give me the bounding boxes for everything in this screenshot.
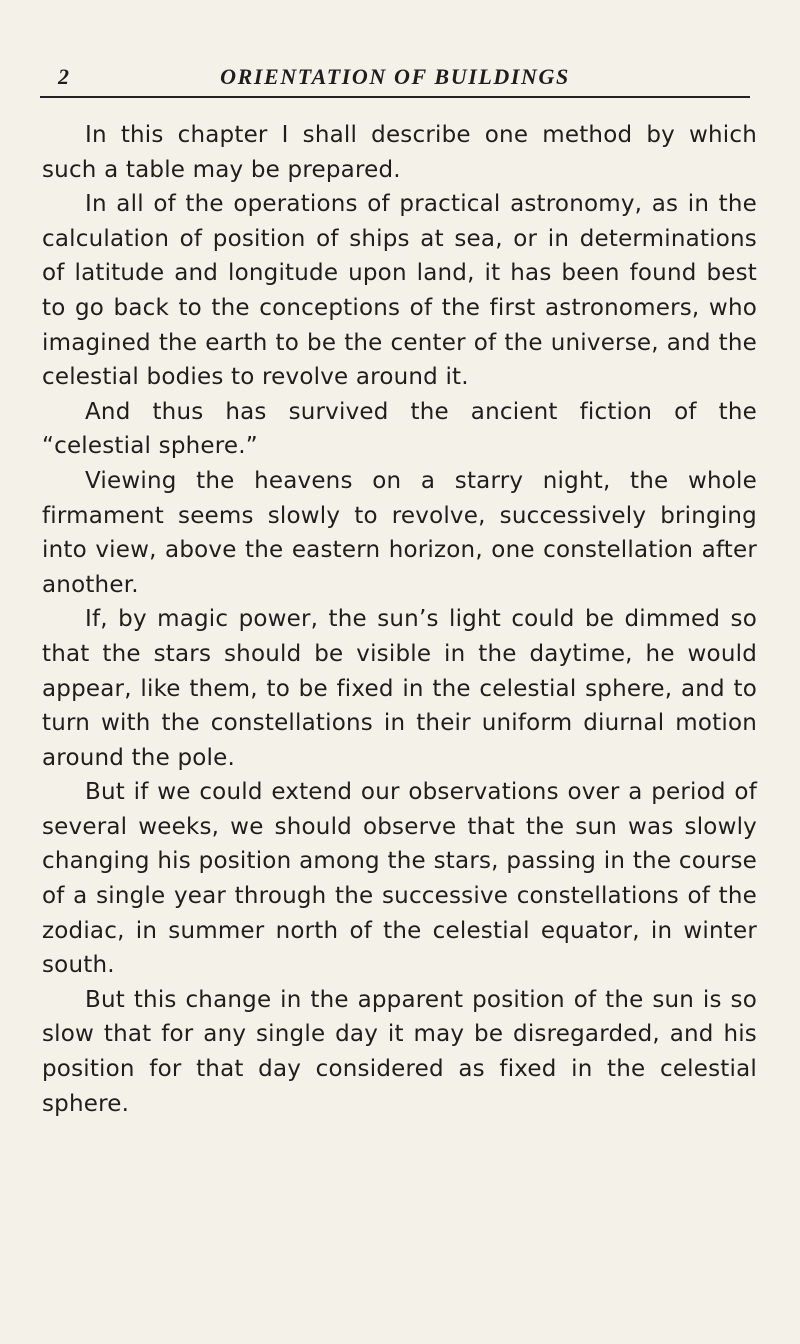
- page-header: [40, 60, 750, 98]
- page-number: 2: [58, 64, 70, 89]
- paragraph-1: In this chapter I shall describe one method by which such a table may be prepared.: [42, 122, 757, 183]
- paragraph-7: But this change in the apparent position of the sun is so slow that for any single day it may be disregarded, and his position for that day considered as fixed in the celestial sphere.: [42, 986, 757, 1117]
- running-title: ORIENTATION OF BUILDINGS: [220, 64, 570, 89]
- paragraph-6: But if we could extend our observations over a period of several weeks, we should observe that the sun was slowly changing his position among the stars, passing in the course of a single year through the successive constellations of the zodiac, in summer north of the celestial equator, in winter south.: [42, 779, 757, 979]
- body-text: [42, 118, 757, 1121]
- paragraph-3: And thus has survived the ancient fiction of the “celestial sphere.”: [42, 398, 757, 460]
- paragraph-5: If, by magic power, the sun’s light could be dimmed so that the stars should be visible in the daytime, he would appear, like them, to be fixed in the celestial sphere, and to turn with the constellations in their uniform diurnal motion around the pole.: [42, 606, 757, 771]
- paragraph-2: In all of the operations of practical astronomy, as in the calculation of position of ships at sea, or in determinations of latitude and longitude upon land, it has been found best to go back to the conceptions of the first astronomers, who imagined the earth to be the center of the universe, and the celestial bodies to revolve around it.: [42, 191, 757, 391]
- paragraph-4: Viewing the heavens on a starry night, the whole firmament seems slowly to revolve, successively bringing into view, above the eastern horizon, one constellation after another.: [42, 467, 757, 598]
